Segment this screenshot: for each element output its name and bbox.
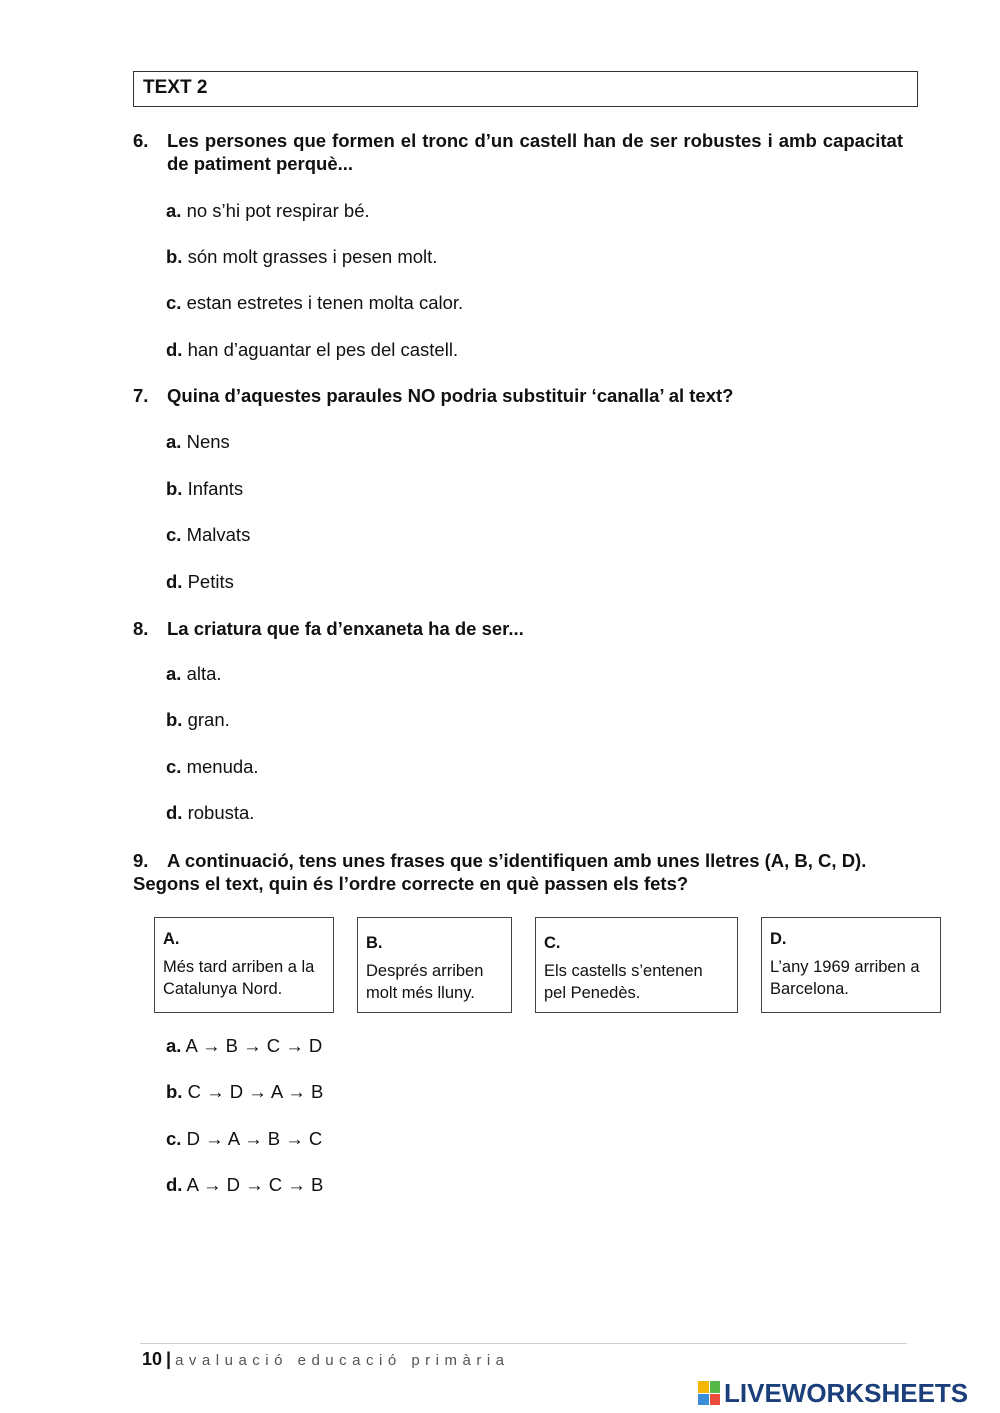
- question-number: 6.: [133, 130, 149, 151]
- question-text: Quina d’aquestes paraules NO podria substituir ‘canalla’ al text?: [167, 385, 734, 406]
- event-card-d: [761, 917, 941, 1013]
- card-letter: B.: [366, 934, 383, 952]
- option-letter: c.: [166, 1128, 182, 1149]
- option-7c[interactable]: [166, 523, 250, 546]
- option-9c[interactable]: [166, 1127, 322, 1150]
- footer-text: avaluació educació primària: [175, 1352, 510, 1369]
- option-7b[interactable]: [166, 477, 243, 500]
- option-6c[interactable]: [166, 291, 463, 314]
- question-number: 9.: [133, 850, 149, 871]
- page-footer: [142, 1349, 510, 1370]
- option-letter: b.: [166, 709, 183, 730]
- event-card-b: [357, 917, 512, 1013]
- option-6b[interactable]: [166, 245, 437, 268]
- option-letter: a.: [166, 431, 182, 452]
- option-text: robusta.: [182, 802, 255, 823]
- question-8: [133, 617, 913, 640]
- option-text: Nens: [181, 431, 230, 452]
- question-text: A continuació, tens unes frases que s’identifiquen amb unes lletres (A, B, C, D). Segons el text, quin és l’ordre correcte en què passen els fets?: [133, 850, 867, 894]
- option-text: Infants: [182, 478, 244, 499]
- question-number: 8.: [133, 618, 149, 639]
- option-7a[interactable]: [166, 430, 230, 453]
- option-text: A → D → C → B: [182, 1174, 324, 1195]
- question-7: [133, 384, 913, 407]
- option-letter: d.: [166, 571, 183, 592]
- option-8a[interactable]: [166, 662, 222, 685]
- option-letter: b.: [166, 1081, 183, 1102]
- question-number: 7.: [133, 385, 149, 406]
- footer-divider: [140, 1343, 907, 1344]
- card-letter: A.: [163, 930, 180, 948]
- option-letter: d.: [166, 1174, 183, 1195]
- option-9a[interactable]: [166, 1034, 322, 1057]
- question-9: [133, 849, 903, 895]
- section-header: [133, 71, 918, 107]
- option-8c[interactable]: [166, 755, 259, 778]
- option-text: no s’hi pot respirar bé.: [181, 200, 370, 221]
- card-letter: D.: [770, 930, 787, 948]
- option-letter: c.: [166, 756, 182, 777]
- card-text: Després arriben molt més lluny.: [366, 962, 484, 1002]
- option-8d[interactable]: [166, 801, 254, 824]
- option-letter: d.: [166, 339, 183, 360]
- brand-name: LIVEWORKSHEETS: [724, 1377, 969, 1408]
- option-text: Petits: [182, 571, 234, 592]
- logo-square: [710, 1381, 721, 1393]
- logo-square: [710, 1394, 721, 1406]
- option-text: A → B → C → D: [181, 1035, 323, 1056]
- card-text: L’any 1969 arriben a Barcelona.: [770, 958, 920, 998]
- option-letter: d.: [166, 802, 183, 823]
- option-9b[interactable]: [166, 1080, 323, 1103]
- option-6a[interactable]: [166, 199, 370, 222]
- footer-separator: |: [166, 1349, 172, 1369]
- option-text: gran.: [182, 709, 230, 730]
- option-text: són molt grasses i pesen molt.: [182, 246, 438, 267]
- option-text: C → D → A → B: [182, 1081, 324, 1102]
- liveworksheets-logo[interactable]: [698, 1378, 968, 1408]
- event-card-a: [154, 917, 334, 1013]
- logo-square: [698, 1394, 709, 1406]
- option-9d[interactable]: [166, 1173, 323, 1196]
- card-letter: C.: [544, 934, 561, 952]
- option-6d[interactable]: [166, 338, 458, 361]
- option-letter: c.: [166, 524, 182, 545]
- event-card-c: [535, 917, 738, 1013]
- section-title: TEXT 2: [143, 77, 208, 98]
- liveworksheets-icon: [698, 1381, 720, 1405]
- question-6: [133, 129, 903, 175]
- option-letter: a.: [166, 663, 182, 684]
- option-letter: b.: [166, 478, 183, 499]
- option-letter: b.: [166, 246, 183, 267]
- card-text: Més tard arriben a la Catalunya Nord.: [163, 958, 315, 998]
- question-text: Les persones que formen el tronc d’un castell han de ser robustes i amb capacitat de patiment perquè...: [167, 130, 903, 174]
- option-letter: a.: [166, 200, 182, 221]
- option-letter: a.: [166, 1035, 182, 1056]
- option-text: D → A → B → C: [181, 1128, 323, 1149]
- question-text: La criatura que fa d’enxaneta ha de ser...: [167, 618, 524, 639]
- option-8b[interactable]: [166, 708, 230, 731]
- logo-square: [698, 1381, 709, 1393]
- option-7d[interactable]: [166, 570, 234, 593]
- option-text: menuda.: [181, 756, 259, 777]
- option-text: Malvats: [181, 524, 251, 545]
- option-text: alta.: [181, 663, 222, 684]
- card-text: Els castells s’entenen pel Penedès.: [544, 962, 703, 1002]
- page-number: 10: [142, 1349, 163, 1369]
- option-letter: c.: [166, 292, 182, 313]
- option-text: han d’aguantar el pes del castell.: [182, 339, 459, 360]
- option-text: estan estretes i tenen molta calor.: [181, 292, 464, 313]
